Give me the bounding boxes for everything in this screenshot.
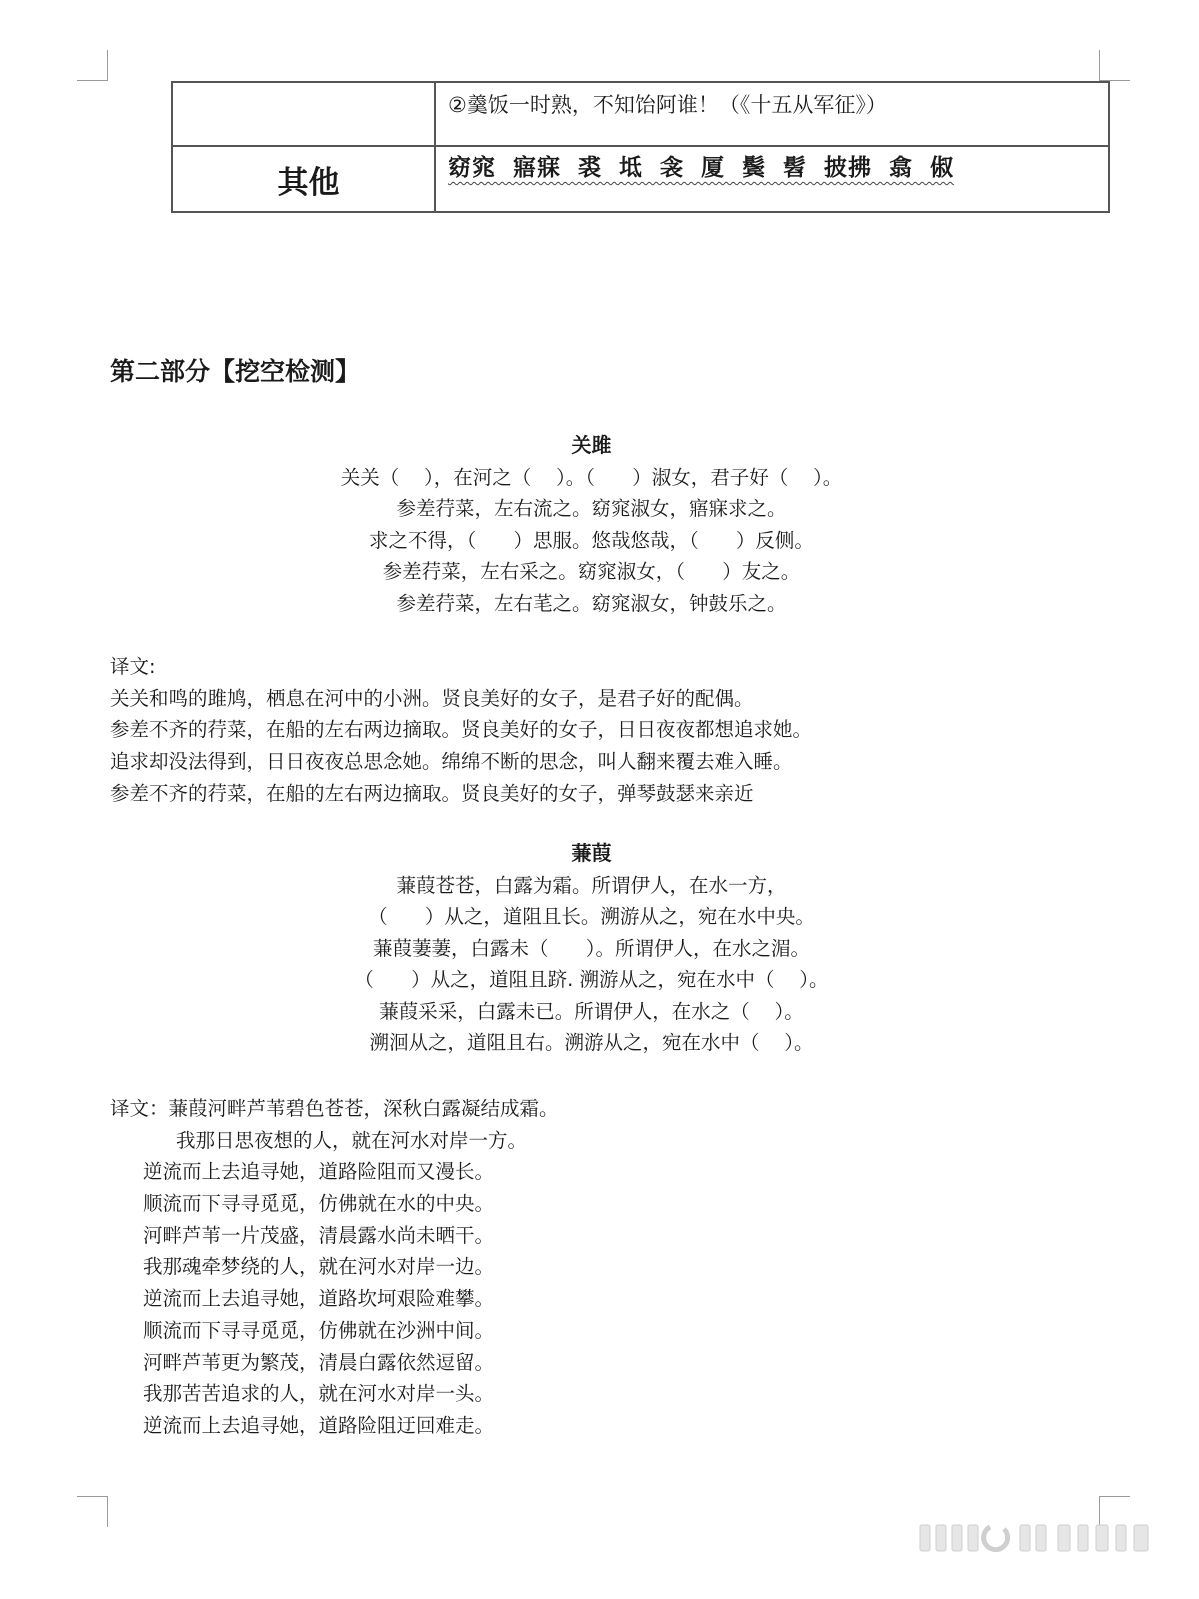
translation-label: 译文: xyxy=(110,655,156,678)
translation-guanju xyxy=(110,651,812,809)
poem-title: 关雎 xyxy=(571,433,612,457)
translation-jianjia xyxy=(110,1093,559,1442)
poem-line: （ ）从之，道阻且长。溯游从之，宛在水中央。 xyxy=(368,905,815,928)
translation-line: 译文：蒹葭河畔芦苇碧色苍苍，深秋白露凝结成霜。 xyxy=(110,1097,559,1120)
vocab-table xyxy=(171,81,1110,213)
translation-line: 参差不齐的荇菜，在船的左右两边摘取。贤良美好的女子，日日夜夜都想追求她。 xyxy=(110,718,813,742)
poem-line: 参差荇菜，左右流之。窈窕淑女，寤寐求之。 xyxy=(396,497,787,520)
translation-line: 我那日思夜想的人，就在河水对岸一方。 xyxy=(176,1128,528,1152)
poem-line: 求之不得，（ ）思服。悠哉悠哉，（ ）反侧。 xyxy=(369,528,814,552)
translation-line: 我那魂牵梦绕的人，就在河水对岸一边。 xyxy=(143,1255,495,1279)
poem-line: 蒹葭苍苍，白露为霜。所谓伊人，在水一方， xyxy=(396,873,787,897)
translation-line: 顺流而下寻寻觅觅，仿佛就在沙洲中间。 xyxy=(143,1318,495,1342)
crop-mark-bottom-left xyxy=(77,1496,108,1527)
watermark-logo xyxy=(916,1519,1156,1555)
translation-line: 追求却没法得到，日日夜夜总思念她。绵绵不断的思念，叫人翻来覆去难入睡。 xyxy=(110,750,793,774)
table-row xyxy=(172,82,1109,146)
translation-line: 河畔芦苇一片茂盛，清晨露水尚未晒干。 xyxy=(143,1223,495,1247)
poem-line: 溯洄从之，道阻且右。溯游从之，宛在水中（ ）。 xyxy=(369,1031,814,1054)
table-row xyxy=(172,146,1109,212)
table-cell-empty xyxy=(172,82,435,146)
translation-line: 关关和鸣的雎鸠，栖息在河中的小洲。贤良美好的女子，是君子好的配偶。 xyxy=(110,686,754,710)
translation-line: 顺流而下寻寻觅觅，仿佛就在水的中央。 xyxy=(143,1192,495,1216)
crop-mark-top-right xyxy=(1099,50,1130,81)
poem-line: （ ）从之，道阻且跻. 溯游从之，宛在水中（ ）。 xyxy=(354,968,829,991)
other-words: 窈窕 寤寐 裘 坻 衾 厦 鬓 髫 披拂 翕 俶 xyxy=(448,155,955,181)
translation-line: 我那苦苦追求的人，就在河水对岸一头。 xyxy=(143,1382,495,1406)
poem-jianjia xyxy=(0,838,1191,1059)
translation-line: 逆流而上去追寻她，道路险阻而又漫长。 xyxy=(143,1160,495,1184)
poem-line: 参差荇菜，左右芼之。窈窕淑女，钟鼓乐之。 xyxy=(396,591,787,615)
poem-line: 关关（ ），在河之（ ）。（ ）淑女，君子好（ ）。 xyxy=(340,465,843,489)
translation-line: 逆流而上去追寻她，道路险阻迂回难走。 xyxy=(143,1413,495,1437)
crop-mark-top-left xyxy=(77,50,108,81)
translation-line: 河畔芦苇更为繁茂，清晨白露依然逗留。 xyxy=(143,1350,495,1374)
poem-title: 蒹葭 xyxy=(571,841,612,865)
table-cell-quote xyxy=(435,82,1109,146)
translation-line: 逆流而上去追寻她，道路坎坷艰险难攀。 xyxy=(143,1287,495,1311)
poem-line: 参差荇菜，左右采之。窈窕淑女，（ ）友之。 xyxy=(382,560,801,583)
section-title: 第二部分【挖空检测】 xyxy=(110,357,361,386)
translation-line: 参差不齐的荇菜，在船的左右两边摘取。贤良美好的女子，弹琴鼓瑟来亲近 xyxy=(110,781,754,805)
poem-line: 蒹葭萋萋，白露未（ ）。所谓伊人，在水之湄。 xyxy=(373,936,810,960)
table-cell-words xyxy=(435,146,1109,212)
other-label: 其他 xyxy=(172,146,435,212)
quote-text: ②羹饭一时熟，不知饴阿谁！（《十五从军征》） xyxy=(448,93,887,117)
poem-line: 蒹葭采采，白露未已。所谓伊人，在水之（ ）。 xyxy=(379,999,804,1023)
poem-guanju xyxy=(0,430,1191,619)
